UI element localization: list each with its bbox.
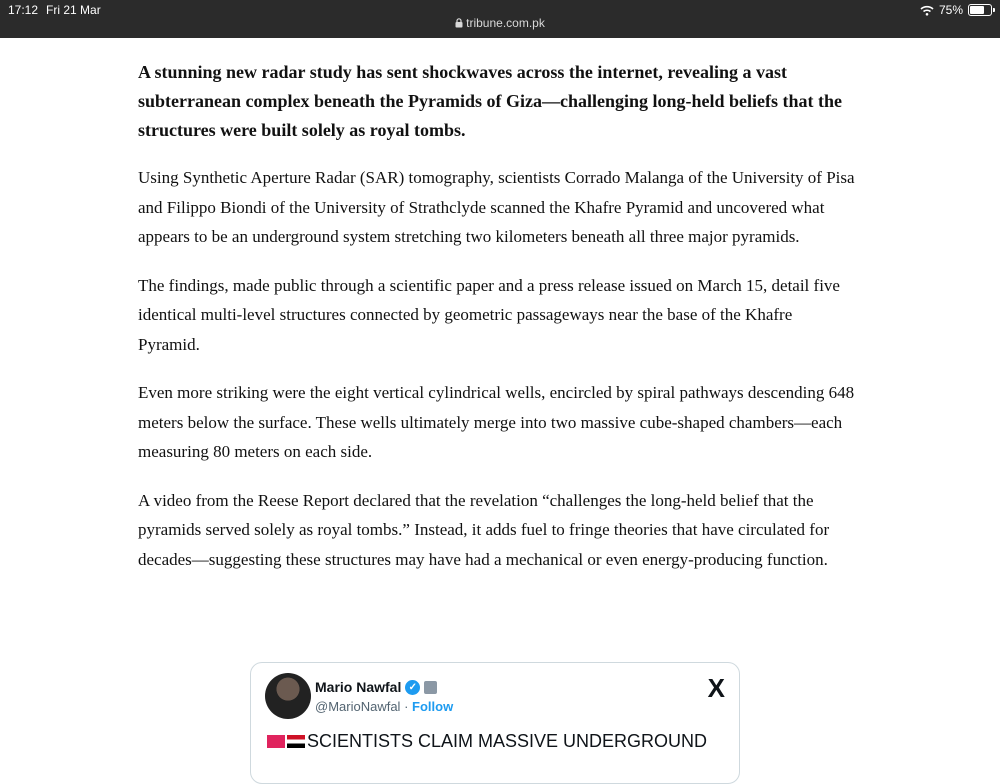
date: Fri 21 Mar	[46, 3, 101, 17]
battery-tip	[993, 8, 995, 12]
address-bar[interactable]	[0, 16, 1000, 30]
tweet-handle-row	[315, 699, 453, 714]
article-lead: A stunning new radar study has sent shockwaves across the internet, revealing a vast subterranean complex beneath the Pyramids of Giza—challenging long-held beliefs that the structures were built solely as royal tombs.	[138, 62, 842, 140]
verified-badge-icon: ✓	[405, 680, 420, 695]
author-handle[interactable]: @MarioNawfal	[315, 699, 401, 714]
status-indicators	[920, 3, 992, 17]
browser-status-bar	[0, 0, 1000, 38]
tweet-body: SCIENTISTS CLAIM MASSIVE UNDERGROUND	[307, 731, 708, 751]
tweet-text	[267, 731, 707, 752]
egypt-flag-icon	[287, 735, 305, 748]
red-flag-icon	[267, 735, 285, 748]
battery-percent: 75%	[938, 3, 963, 17]
article-paragraph: The findings, made public through a scientific paper and a press release issued on March 15, detail five identical multi-level structures connected by geometric passageways near the base of the Khafre Pyramid.	[138, 275, 840, 354]
avatar[interactable]	[265, 673, 311, 719]
article-paragraph: Using Synthetic Aperture Radar (SAR) tomography, scientists Corrado Malanga of the University of Pisa and Filippo Biondi of the University of Strathclyde scanned the Khafre Pyramid and uncovered what appears to be an underground system stretching two kilometers beneath all three major pyramids.	[138, 168, 855, 246]
author-name: Mario Nawfal	[315, 679, 402, 695]
article-paragraph: Even more striking were the eight vertical cylindrical wells, encircled by spiral pathways descending 648 meters below the surface. These wells ultimately merge into two massive cube-shaped chambers—each measuring 80 meters on each side.	[138, 383, 855, 461]
article-body	[138, 58, 858, 593]
separator: ·	[404, 699, 409, 714]
embedded-tweet[interactable]	[250, 662, 740, 784]
clock: 17:12	[8, 3, 39, 17]
battery-icon	[968, 4, 992, 16]
follow-button[interactable]: Follow	[412, 699, 454, 714]
lock-icon	[455, 18, 463, 28]
affiliation-badge-icon	[424, 681, 437, 694]
tweet-author[interactable]	[315, 679, 437, 695]
x-logo-icon[interactable]: X	[707, 673, 725, 703]
wifi-icon	[920, 5, 934, 16]
url-text: tribune.com.pk	[466, 16, 545, 30]
battery-fill	[970, 6, 984, 14]
status-time	[8, 3, 101, 17]
article-paragraph: A video from the Reese Report declared that the revelation “challenges the long-held belief that the pyramids served solely as royal tombs.” Instead, it adds fuel to fringe theories that have circulated for decades—suggesting these structures may have had a mechanical or even energy-producing function.	[138, 490, 830, 569]
